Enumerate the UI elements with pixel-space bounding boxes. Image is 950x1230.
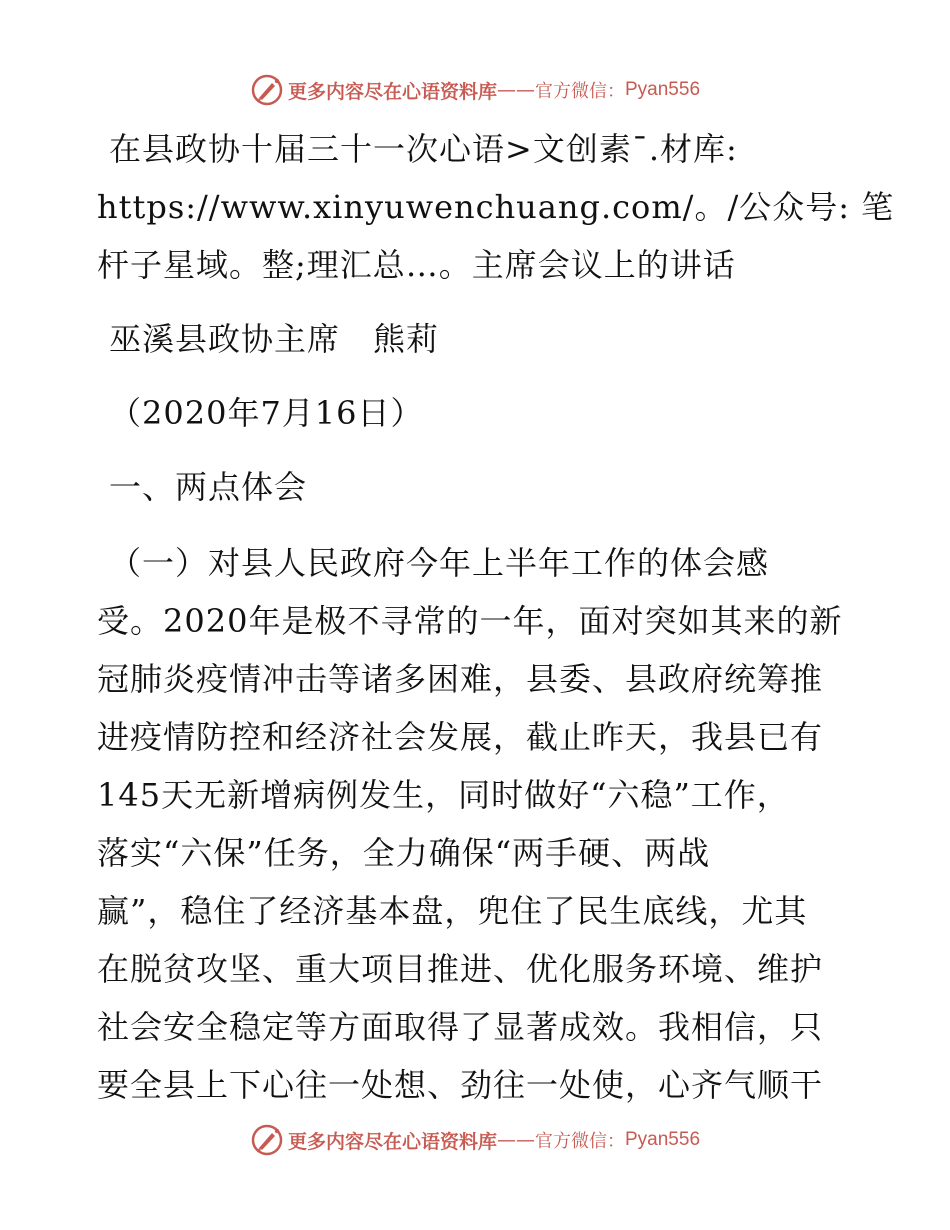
paragraph-line: 冠肺炎疫情冲击等诸多困难，县委、县政府统筹推 xyxy=(97,660,824,698)
paragraph-line: 要全县上下心往一处想、劲往一处使，心齐气顺干 xyxy=(97,1066,824,1104)
banner-brand-text: 更多内容尽在心语资料库 xyxy=(287,80,497,103)
date-line: （2020年7月16日） xyxy=(109,394,424,432)
paragraph-line: 社会安全稳定等方面取得了显著成效。我相信，只 xyxy=(97,1008,824,1046)
paragraph-line: 145天无新增病例发生，同时做好“六稳”工作， xyxy=(97,776,790,814)
banner-wechat-id: Pyan556 xyxy=(625,1129,701,1150)
banner-separator: —— xyxy=(497,1129,535,1151)
footer-watermark-banner xyxy=(0,1120,950,1160)
header-watermark-banner xyxy=(0,70,950,110)
pen-logo-icon xyxy=(250,73,284,107)
paragraph-line: （一）对县人民政府今年上半年工作的体会感 xyxy=(109,544,770,582)
paragraph-line: 赢”，稳住了经济基本盘，兜住了民生底线，尤其 xyxy=(97,892,808,930)
paragraph-line: 落实“六保”任务，全力确保“两手硬、两战 xyxy=(97,834,711,872)
paragraph-line: 在脱贫攻坚、重大项目推进、优化服务环境、维护 xyxy=(97,950,824,988)
title-line-1: 在县政协十届三十一次心语>文创素¯.材库: xyxy=(109,130,738,168)
section-heading: 一、两点体会 xyxy=(109,468,308,506)
paragraph-line: 进疫情防控和经济社会发展，截止昨天，我县已有 xyxy=(97,718,824,756)
banner-separator: —— xyxy=(497,79,535,101)
paragraph-line: 受。2020年是极不寻常的一年，面对突如其来的新 xyxy=(97,602,843,640)
paragraph xyxy=(97,534,857,1114)
banner-wechat-label: 官方微信： xyxy=(535,1131,625,1152)
document-body xyxy=(97,120,895,1114)
banner-wechat-label: 官方微信： xyxy=(535,81,625,102)
speaker-line: 巫溪县政协主席 熊莉 xyxy=(109,320,440,358)
banner-wechat-id: Pyan556 xyxy=(625,79,701,100)
pen-logo-icon xyxy=(250,1123,284,1157)
banner-brand-text: 更多内容尽在心语资料库 xyxy=(287,1130,497,1153)
title-line-3: 杆子星域。整;理汇总…。主席会议上的讲话 xyxy=(97,246,736,284)
title-line-2: https://www.xinyuwenchuang.com/。/公众号: 笔 xyxy=(97,188,895,226)
